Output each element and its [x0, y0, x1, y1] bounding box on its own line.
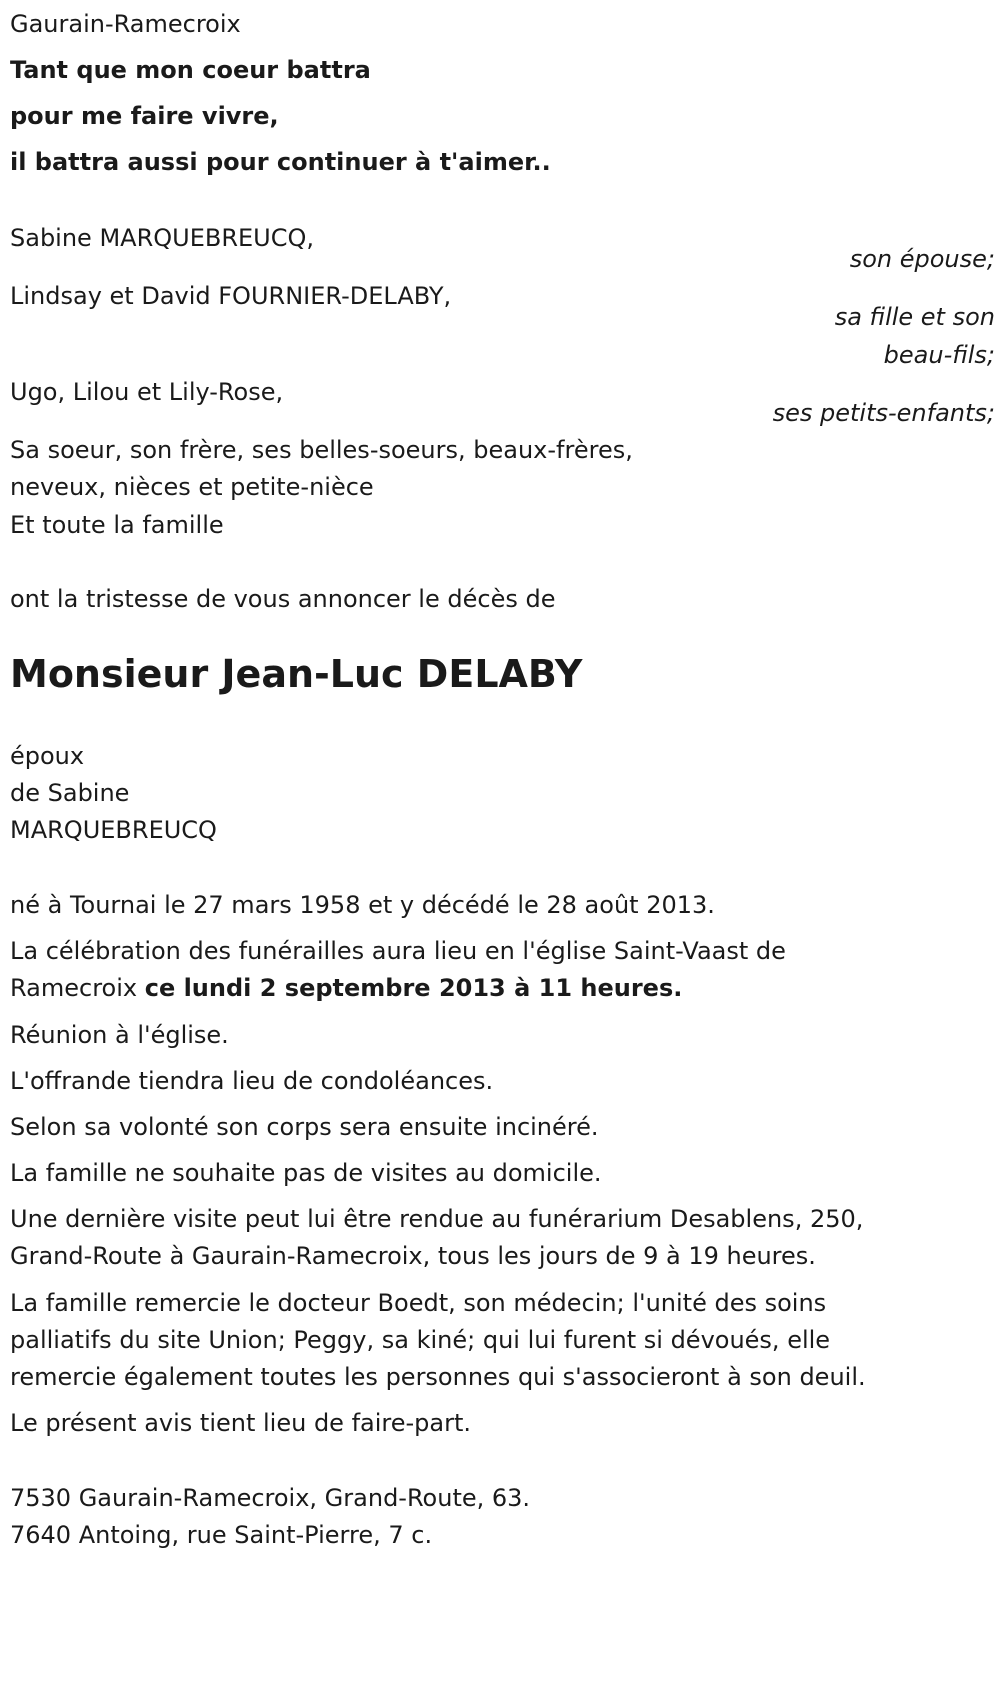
other-relatives-line: Sa soeur, son frère, ses belles-soeurs, beaux-frères, — [10, 436, 633, 464]
funerarium-info: Grand-Route à Gaurain-Ramecroix, tous les jours de 9 à 19 heures. — [10, 1242, 816, 1270]
meeting-info: Réunion à l'église. — [10, 1021, 229, 1049]
cremation-info: Selon sa volonté son corps sera ensuite incinéré. — [10, 1113, 599, 1141]
funeral-date: ce lundi 2 septembre 2013 à 11 heures. — [144, 974, 683, 1002]
deceased-name: Monsieur Jean-Luc DELABY — [10, 652, 583, 696]
other-relatives-line: Et toute la famille — [10, 511, 224, 539]
obituary-notice — [10, 0, 995, 1683]
spouse-name: Sabine MARQUEBREUCQ, — [10, 224, 315, 252]
grandchildren-name: Ugo, Lilou et Lily-Rose, — [10, 378, 284, 406]
notice-text: Le présent avis tient lieu de faire-part. — [10, 1409, 472, 1437]
announcement-text: ont la tristesse de vous annoncer le décès de — [10, 585, 556, 613]
poem-line: pour me faire vivre, — [10, 102, 279, 130]
children-role-line2: beau-fils; — [883, 341, 995, 369]
funerarium-info: Une dernière visite peut lui être rendue au funérarium Desablens, 250, — [10, 1205, 864, 1233]
funeral-place: Ramecroix — [10, 974, 145, 1002]
poem-line: il battra aussi pour continuer à t'aimer.. — [10, 148, 551, 176]
address-line: 7530 Gaurain-Ramecroix, Grand-Route, 63. — [10, 1484, 531, 1512]
deceased-relation: de Sabine — [10, 779, 130, 807]
funeral-info: La célébration des funérailles aura lieu en l'église Saint-Vaast de — [10, 937, 786, 965]
funeral-info — [10, 968, 682, 1008]
children-role-line1: sa fille et son — [834, 303, 995, 331]
deceased-relation: époux — [10, 742, 85, 770]
deceased-relation: MARQUEBREUCQ — [10, 816, 217, 844]
grandchildren-role: ses petits-enfants; — [772, 399, 995, 427]
address-line: 7640 Antoing, rue Saint-Pierre, 7 c. — [10, 1521, 433, 1549]
visits-info: La famille ne souhaite pas de visites au domicile. — [10, 1159, 602, 1187]
other-relatives-line: neveux, nièces et petite-nièce — [10, 473, 374, 501]
offering-info: L'offrande tiendra lieu de condoléances. — [10, 1067, 494, 1095]
spouse-role: son épouse; — [849, 245, 995, 273]
thanks-text: La famille remercie le docteur Boedt, son médecin; l'unité des soins — [10, 1289, 827, 1317]
location-header: Gaurain-Ramecroix — [10, 10, 241, 38]
thanks-text: palliatifs du site Union; Peggy, sa kiné; qui lui furent si dévoués, elle — [10, 1326, 831, 1354]
children-name: Lindsay et David FOURNIER-DELABY, — [10, 282, 452, 310]
thanks-text: remercie également toutes les personnes qui s'associeront à son deuil. — [10, 1363, 866, 1391]
poem-line: Tant que mon coeur battra — [10, 56, 371, 84]
birth-death-dates: né à Tournai le 27 mars 1958 et y décédé le 28 août 2013. — [10, 891, 715, 919]
